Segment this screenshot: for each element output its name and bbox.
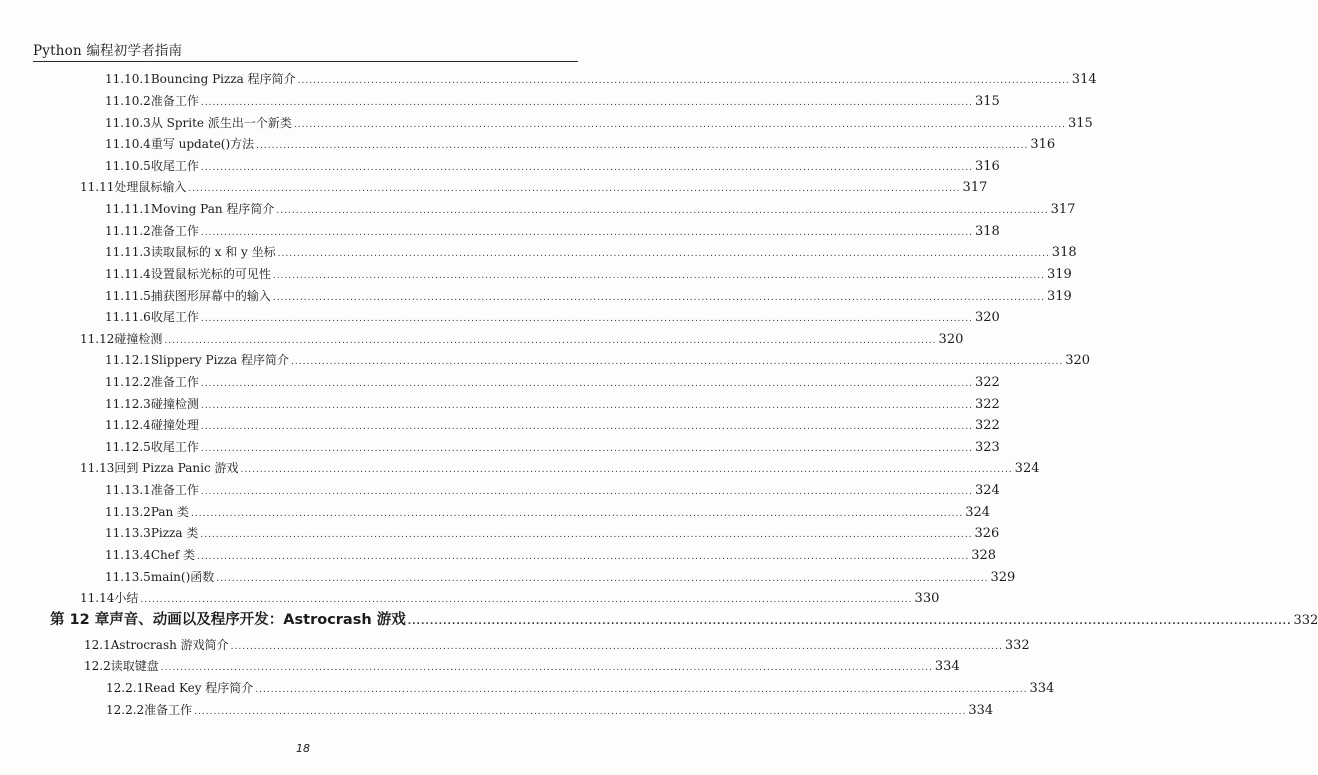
- toc-entry-number: 11.11: [80, 180, 115, 194]
- toc-section-entry[interactable]: [80, 178, 988, 195]
- dot-leader: ........................................................................................................................................................................................................: [407, 617, 1292, 627]
- toc-entry-title: Pizza 类: [150, 526, 199, 540]
- toc-entry-title: 设置鼠标光标的可见性: [150, 267, 271, 281]
- toc-subsection-entry[interactable]: [105, 308, 1000, 325]
- toc-entry-page: 330: [914, 591, 940, 606]
- toc-entry-page: 319: [1047, 289, 1072, 304]
- toc-section-entry[interactable]: [84, 657, 960, 674]
- toc-entry-page: 320: [938, 332, 964, 347]
- toc-section-entry[interactable]: [80, 330, 964, 347]
- toc-entry-title: 准备工作: [144, 703, 193, 717]
- toc-entry-number: 12.2.2: [106, 703, 145, 717]
- toc-entry-number: 11.10.2: [105, 94, 151, 108]
- toc-entry-number: 11.10.3: [105, 116, 151, 130]
- toc-entry-page: 334: [1029, 681, 1055, 696]
- toc-entry-title: 从 Sprite 派生出一个新类: [150, 116, 292, 130]
- toc-entry-page: 315: [975, 94, 1000, 109]
- toc-entry-page: 334: [934, 659, 960, 674]
- dot-leader: ........................................................................................................................................................................................................: [255, 685, 1028, 695]
- toc-entry-title: Bouncing Pizza 程序简介: [150, 72, 296, 86]
- toc-entry-page: 324: [1014, 461, 1040, 476]
- dot-leader: ........................................................................................................................................................................................................: [200, 444, 973, 454]
- toc-entry-number: 11.13.3: [105, 526, 151, 540]
- toc-entry-title: 捕获图形屏幕中的输入: [150, 289, 271, 303]
- toc-entry-number: 12.1: [84, 638, 111, 652]
- toc-entry-page: 323: [975, 440, 1000, 455]
- toc-entry-number: 11.11.6: [105, 310, 151, 324]
- toc-entry-title: 收尾工作: [150, 310, 199, 324]
- toc-subsection-entry[interactable]: [105, 70, 1097, 87]
- toc-entry-page: 318: [975, 224, 1000, 239]
- toc-entry-page: 332: [1004, 638, 1030, 653]
- toc-entry-number: 第 12 章: [50, 612, 110, 628]
- dot-leader: ........................................................................................................................................................................................................: [291, 357, 1064, 367]
- dot-leader: ........................................................................................................................................................................................................: [200, 422, 973, 432]
- dot-leader: ........................................................................................................................................................................................................: [194, 707, 967, 717]
- toc-section-entry[interactable]: [84, 636, 1030, 653]
- toc-entry-number: 11.12.4: [105, 418, 151, 432]
- toc-entry-number: 11.13.5: [105, 570, 151, 584]
- running-header: Python 编程初学者指南: [33, 43, 183, 59]
- toc-entry-title: main()函数: [150, 570, 215, 584]
- toc-entry-title: 准备工作: [150, 375, 199, 389]
- dot-leader: ........................................................................................................................................................................................................: [297, 76, 1070, 86]
- dot-leader: ........................................................................................................................................................................................................: [200, 228, 973, 238]
- toc-entry-title: 处理鼠标输入: [114, 180, 187, 194]
- toc-entry-title: Chef 类: [150, 548, 196, 562]
- dot-leader: ........................................................................................................................................................................................................: [276, 206, 1049, 216]
- dot-leader: ........................................................................................................................................................................................................: [140, 595, 913, 605]
- dot-leader: ........................................................................................................................................................................................................: [200, 379, 973, 389]
- toc-entry-page: 332: [1293, 613, 1318, 628]
- toc-entry-page: 326: [974, 526, 1000, 541]
- toc-entry-page: 314: [1071, 72, 1097, 87]
- dot-leader: ........................................................................................................................................................................................................: [200, 98, 973, 108]
- toc-subsection-entry[interactable]: [105, 200, 1076, 217]
- toc-subsection-entry[interactable]: [105, 438, 1000, 455]
- toc-entry-title: 读取键盘: [110, 659, 159, 673]
- toc-entry-page: 317: [1050, 202, 1076, 217]
- dot-leader: ........................................................................................................................................................................................................: [277, 249, 1050, 259]
- toc-entry-number: 11.10.4: [105, 137, 151, 151]
- toc-subsection-entry[interactable]: [105, 243, 1077, 260]
- toc-entry-title: 小结: [114, 591, 139, 605]
- toc-entry-number: 11.12.2: [105, 375, 151, 389]
- toc-entry-page: 317: [962, 180, 988, 195]
- toc-entry-number: 11.11.5: [105, 289, 151, 303]
- toc-entry-page: 328: [971, 548, 997, 563]
- toc-entry-page: 319: [1047, 267, 1072, 282]
- toc-entry-title: 碰撞检测: [114, 332, 163, 346]
- dot-leader: ........................................................................................................................................................................................................: [256, 141, 1029, 151]
- toc-subsection-entry[interactable]: [105, 481, 1000, 498]
- toc-entry-page: 320: [975, 310, 1000, 325]
- toc-entry-title: 碰撞检测: [150, 397, 199, 411]
- toc-subsection-entry[interactable]: [106, 701, 994, 718]
- toc-subsection-entry[interactable]: [105, 287, 1072, 304]
- toc-subsection-entry[interactable]: [105, 524, 1000, 541]
- toc-entry-title: 准备工作: [150, 224, 199, 238]
- dot-leader: ........................................................................................................................................................................................................: [160, 663, 933, 673]
- toc-entry-number: 11.13.4: [105, 548, 151, 562]
- toc-entry-title: 准备工作: [150, 94, 199, 108]
- toc-entry-page: 322: [975, 397, 1000, 412]
- toc-entry-number: 11.13: [80, 461, 115, 475]
- toc-entry-page: 322: [975, 375, 1000, 390]
- toc-chapter-entry[interactable]: [50, 608, 1318, 629]
- toc-subsection-entry[interactable]: [105, 546, 997, 563]
- toc-entry-page: 334: [968, 703, 994, 718]
- toc-entry-number: 11.11.2: [105, 224, 151, 238]
- toc-entry-page: 329: [990, 570, 1016, 585]
- dot-leader: ........................................................................................................................................................................................................: [272, 293, 1045, 303]
- toc-entry-number: 11.11.4: [105, 267, 151, 281]
- toc-entry-page: 316: [1030, 137, 1056, 152]
- toc-subsection-entry[interactable]: [105, 135, 1056, 152]
- page-number: 18: [296, 742, 310, 755]
- toc-entry-number: 11.12.1: [105, 353, 151, 367]
- toc-entry-title: 准备工作: [150, 483, 199, 497]
- toc-subsection-entry[interactable]: [105, 157, 1000, 174]
- toc-subsection-entry[interactable]: [105, 114, 1093, 131]
- toc-subsection-entry[interactable]: [105, 416, 1000, 433]
- toc-subsection-entry[interactable]: [105, 503, 991, 520]
- toc-entry-number: 11.13.1: [105, 483, 151, 497]
- dot-leader: ........................................................................................................................................................................................................: [216, 574, 989, 584]
- toc-entry-title: 读取鼠标的 x 和 y 坐标: [150, 245, 276, 259]
- dot-leader: ........................................................................................................................................................................................................: [200, 401, 973, 411]
- toc-entry-title: 收尾工作: [150, 159, 199, 173]
- dot-leader: ........................................................................................................................................................................................................: [293, 120, 1067, 130]
- toc-entry-page: 324: [975, 483, 1000, 498]
- toc-entry-page: 322: [975, 418, 1000, 433]
- toc-entry-number: 11.11.1: [105, 202, 151, 216]
- dot-leader: ........................................................................................................................................................................................................: [188, 184, 961, 194]
- toc-entry-page: 320: [1065, 353, 1091, 368]
- header-rule: [33, 61, 578, 62]
- toc-entry-number: 12.2.1: [106, 681, 145, 695]
- toc-entry-number: 11.14: [80, 591, 115, 605]
- dot-leader: ........................................................................................................................................................................................................: [240, 465, 1013, 475]
- dot-leader: ........................................................................................................................................................................................................: [191, 509, 964, 519]
- dot-leader: ........................................................................................................................................................................................................: [272, 271, 1045, 281]
- toc-entry-title: 碰撞处理: [150, 418, 199, 432]
- toc-subsection-entry[interactable]: [105, 351, 1091, 368]
- toc-entry-number: 11.10.5: [105, 159, 151, 173]
- toc-entry-page: 315: [1068, 116, 1093, 131]
- toc-entry-number: 11.10.1: [105, 72, 151, 86]
- toc-entry-title: Moving Pan 程序简介: [150, 202, 275, 216]
- toc-entry-title: 声音、动画以及程序开发：Astrocrash 游戏: [109, 612, 406, 628]
- toc-section-entry[interactable]: [80, 589, 940, 606]
- toc-subsection-entry[interactable]: [105, 373, 1000, 390]
- toc-entry-number: 11.12: [80, 332, 115, 346]
- toc-entry-title: 重写 update()方法: [150, 137, 255, 151]
- dot-leader: ........................................................................................................................................................................................................: [200, 487, 973, 497]
- dot-leader: ........................................................................................................................................................................................................: [164, 336, 937, 346]
- toc-entry-page: 324: [965, 505, 991, 520]
- toc-subsection-entry[interactable]: [105, 222, 1000, 239]
- dot-leader: ........................................................................................................................................................................................................: [197, 552, 970, 562]
- toc-section-entry[interactable]: [80, 459, 1040, 476]
- toc-subsection-entry[interactable]: [105, 568, 1016, 585]
- toc-entry-title: Astrocrash 游戏简介: [110, 638, 229, 652]
- toc-subsection-entry[interactable]: [105, 92, 1000, 109]
- toc-entry-number: 11.11.3: [105, 245, 151, 259]
- toc-entry-number: 11.12.3: [105, 397, 151, 411]
- dot-leader: ........................................................................................................................................................................................................: [200, 314, 973, 324]
- toc-entry-number: 11.12.5: [105, 440, 151, 454]
- toc-entry-number: 11.13.2: [105, 505, 151, 519]
- toc-entry-number: 12.2: [84, 659, 111, 673]
- toc-entry-page: 318: [1051, 245, 1077, 260]
- toc-entry-title: 收尾工作: [150, 440, 199, 454]
- toc-entry-title: Pan 类: [150, 505, 190, 519]
- toc-subsection-entry[interactable]: [105, 265, 1072, 282]
- dot-leader: ........................................................................................................................................................................................................: [200, 530, 973, 540]
- toc-subsection-entry[interactable]: [105, 395, 1000, 412]
- dot-leader: ........................................................................................................................................................................................................: [230, 642, 1003, 652]
- toc-entry-title: 回到 Pizza Panic 游戏: [114, 461, 239, 475]
- toc-entry-title: Read Key 程序简介: [144, 681, 254, 695]
- toc-entry-page: 316: [975, 159, 1000, 174]
- toc-subsection-entry[interactable]: [106, 679, 1055, 696]
- toc-entry-title: Slippery Pizza 程序简介: [150, 353, 290, 367]
- dot-leader: ........................................................................................................................................................................................................: [200, 163, 973, 173]
